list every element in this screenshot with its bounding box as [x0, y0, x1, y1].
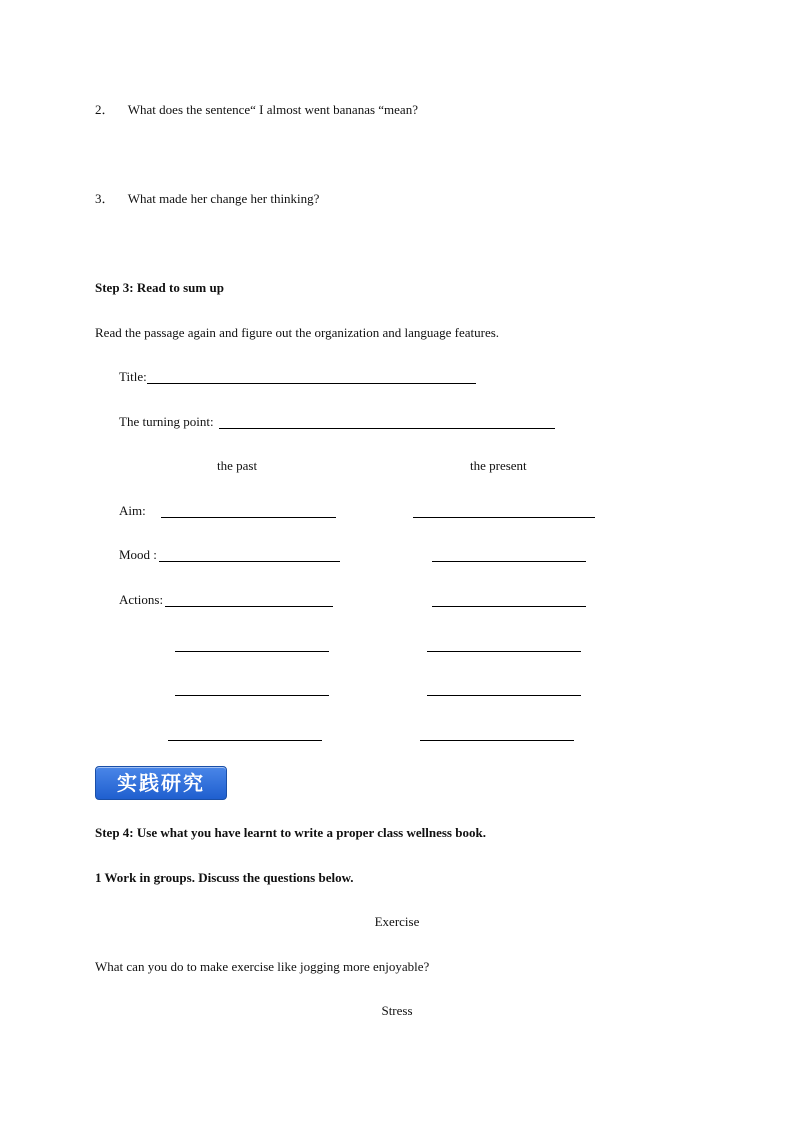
- step3-instruction: Read the passage again and figure out the organization and language features.: [95, 325, 500, 340]
- question-number: 2．: [95, 102, 115, 117]
- actions-past-blank[interactable]: [175, 651, 329, 652]
- aim-label: Aim:: [119, 503, 146, 518]
- actions-past-blank[interactable]: [175, 695, 329, 696]
- question-text: What does the sentence“ I almost went bananas “mean?: [127, 102, 418, 117]
- practice-research-badge: 实践研究: [95, 766, 227, 800]
- actions-present-blank[interactable]: [432, 606, 586, 607]
- step4-task: 1 Work in groups. Discuss the questions below.: [95, 870, 354, 885]
- actions-label: Actions:: [119, 592, 164, 607]
- question-text: What made her change her thinking?: [127, 191, 320, 206]
- actions-past-blank[interactable]: [165, 606, 333, 607]
- step4-heading: Step 4: Use what you have learnt to write a proper class wellness book.: [95, 825, 486, 840]
- mood-past-blank[interactable]: [159, 561, 340, 562]
- turning-point-blank[interactable]: [219, 428, 555, 429]
- aim-present-blank[interactable]: [413, 517, 595, 518]
- mood-label: Mood :: [119, 547, 157, 562]
- question-2: [95, 102, 418, 118]
- title-blank[interactable]: [147, 383, 476, 384]
- exercise-question: What can you do to make exercise like jogging more enjoyable?: [95, 959, 430, 974]
- turning-point-label: The turning point:: [119, 414, 214, 429]
- actions-present-blank[interactable]: [427, 695, 581, 696]
- aim-past-blank[interactable]: [161, 517, 336, 518]
- question-number: 3．: [95, 191, 115, 206]
- title-label: Title:: [119, 369, 147, 384]
- mood-present-blank[interactable]: [432, 561, 586, 562]
- column-present: the present: [470, 458, 527, 473]
- topic-stress: Stress: [381, 1003, 413, 1018]
- actions-present-blank[interactable]: [427, 651, 581, 652]
- step3-heading: Step 3: Read to sum up: [95, 280, 224, 295]
- actions-present-blank[interactable]: [420, 740, 574, 741]
- question-3: [95, 191, 319, 207]
- topic-exercise: Exercise: [374, 914, 420, 929]
- actions-past-blank[interactable]: [168, 740, 322, 741]
- column-past: the past: [217, 458, 258, 473]
